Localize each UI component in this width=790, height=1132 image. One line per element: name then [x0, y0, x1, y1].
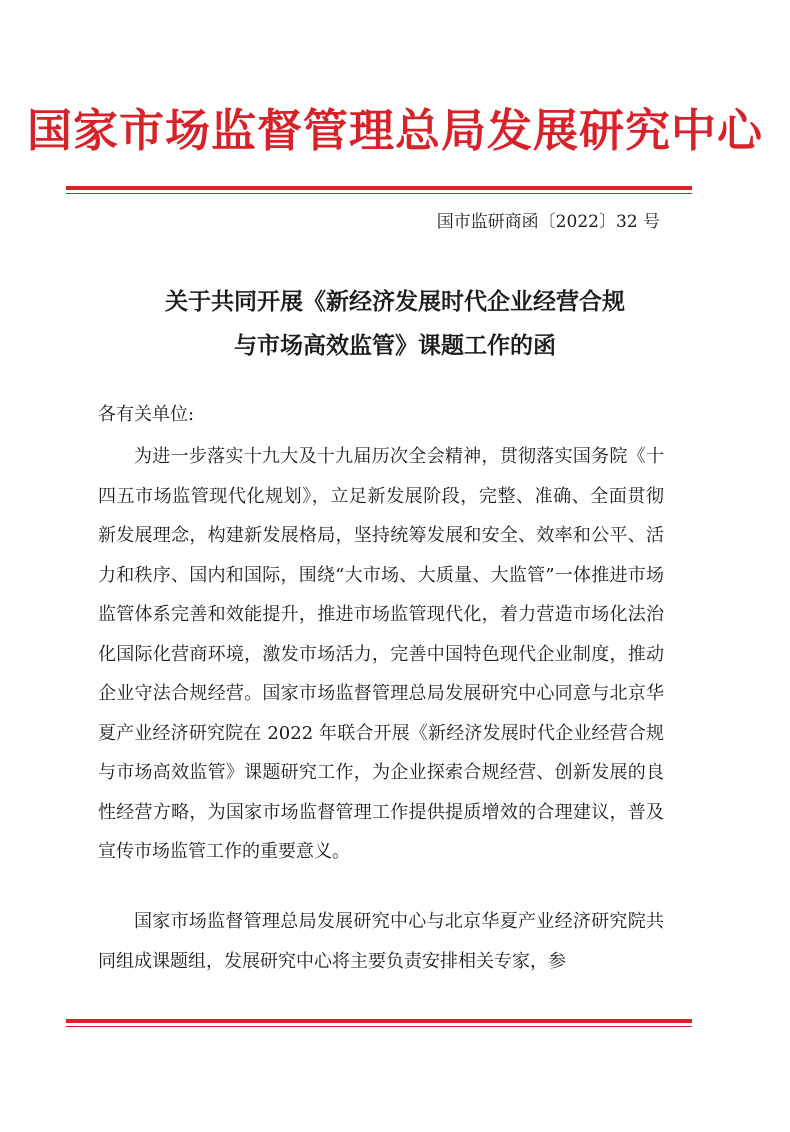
footer-divider-thick-line — [66, 1019, 692, 1023]
body-paragraph: 为进一步落实十九大及十九届历次全会精神，贯彻落实国务院《十四五市场监管现代化规划》，立足新发展阶段，完整、准确、全面贯彻新发展理念，构建新发展格局，坚持统筹发展和安全、效率和公平、活力和秩序、国内和国际，围绕“大市场、大质量、大监管”一体推进市场监管体系完善和效能提升，推进市场监管现代化，着力营造市场化法治化国际化营商环境，激发市场活力，完善中国特色现代企业制度，推动企业守法合规经营。国家市场监督管理总局发展研究中心同意与北京华夏产业经济研究院在 2022 年联合开展《新经济发展时代企业经营合规与市场高效监管》课题研究工作，为企业探索合规经营、创新发展的良性经营方略，为国家市场监督管理工作提供提质增效的合理建议，普及宣传市场监管工作的重要意义。 — [98, 446, 664, 862]
body-paragraph-2-block — [98, 902, 664, 981]
top-divider-thick-line — [66, 186, 692, 190]
organization-letterhead-title: 国家市场监督管理总局发展研究中心 — [26, 104, 763, 157]
body-paragraph: 国家市场监督管理总局发展研究中心与北京华夏产业经济研究院共同组成课题组，发展研究中心将主要负责安排相关专家，参 — [98, 911, 664, 972]
footer-divider — [66, 1019, 692, 1027]
body-paragraph-1-block — [98, 437, 664, 872]
document-number: 国市监研商函〔2022〕32 号 — [436, 212, 660, 232]
footer-divider-thin-line — [66, 1026, 692, 1027]
salutation: 各有关单位: — [98, 404, 195, 425]
letter-title-line-2: 与市场高效监管》课题工作的函 — [234, 332, 556, 359]
letterhead-top-divider — [66, 186, 692, 194]
letter-title-line-1: 关于共同开展《新经济发展时代企业经营合规 — [165, 288, 625, 315]
top-divider-thin-line — [66, 193, 692, 194]
letter-title — [0, 280, 790, 368]
